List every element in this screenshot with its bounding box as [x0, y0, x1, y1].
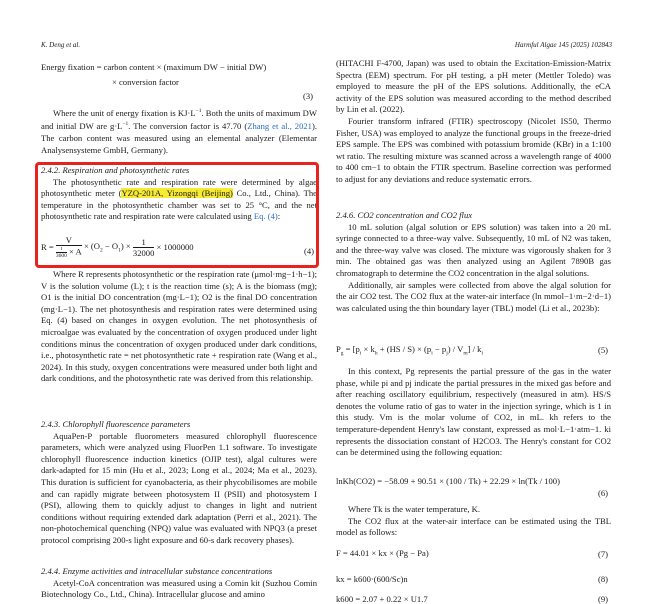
paragraph-co2-flux: The CO2 flux at the water-air interface can be estimated using the TBL model as follows: — [336, 515, 611, 538]
equation-3-number: (3) — [303, 91, 314, 101]
paragraph-air-samples: Additionally, air samples were collected from above the algal solution for the air CO2 test. The CO2 flux at the water-air interface (ln mmol−1·m−2·d−1) was calculated using the thin boundary layer (TBL) model (Li et al., 2023b): — [336, 279, 611, 313]
paragraph-water-temperature: Where Tk is the water temperature, K. — [348, 504, 481, 514]
section-2-4-2-heading: 2.4.2. Respiration and photosynthetic rates — [41, 165, 190, 175]
equation-5-number: (5) — [598, 345, 609, 355]
equation-7-number: (7) — [598, 549, 609, 559]
equation-7: F = 44.01 × kx × (Pg − Pa) — [336, 548, 429, 558]
equation-4-number: (4) — [304, 246, 315, 256]
equation-3-line1: Energy fixation = carbon content × (maximum DW − initial DW) — [41, 62, 267, 72]
equation-4: R = V $\frac{t}{3600}$ × A × $(O_2 - O_1)$ × $\frac{1}{32000}$ × 1000000 — [41, 235, 194, 259]
paragraph-rate-definitions: Where R represents photosynthetic or the respiration rate (μmol·mg−1·h−1); V is the solution volume (L); t is the reaction time (s); A is the biomass (mg); O1 is the initial DO concentration (mg·L−1); O2 is the final DO concentration (mg·L−1). The net photosynthesis and respiration rates were determined using Eq. (4) based on changes in oxygen evolution. The net photosynthesis of microalgae was evaluated by the concentration of oxygen produced under light conditions minus the concentration of oxygen produced under dark conditions, i.e., photosynthetic rate = net photosynthetic rate + respiration rate (Wang et al., 2024). In this study, oxygen concentrations were measured under both light and dark conditions, and the photosynthetic rate was derived from this relationship. — [41, 269, 317, 384]
paragraph-acetyl-coa: Acetyl-CoA concentration was measured using a Comin kit (Suzhou Comin Biotechnology Co., Ltd., China). Intracellular glucose and amino — [41, 577, 317, 600]
equation-6-number: (6) — [598, 488, 609, 498]
equation-6: lnKh(CO2) = −58.09 + 90.51 × (100 / Tk) + 22.29 × ln(Tk / 100) — [336, 476, 560, 486]
paragraph-energy-units: Where the unit of energy fixation is $KJ\cdot L^{-1}$. Both the units of maximum DW and initial DW are $g\cdot L^{-1}$. The conversion factor is 47.70 (Zhang et al., 2021). The carbon content was measured using an elemental analyzer (Elementar Analysensysteme GmbH, Germany). — [41, 107, 317, 155]
citation-zhang-2021[interactable]: Zhang et al., 2021 — [247, 121, 312, 132]
running-header-authors: K. Deng et al. — [41, 41, 81, 49]
equation-5: $P_g = [p_i \times k_h + (HS / S) \times (p_i - p_j) / V_m] / k_i$ — [336, 344, 483, 357]
section-2-4-6-heading: 2.4.6. CO2 concentration and CO2 flux — [336, 210, 473, 220]
paragraph-photosynthetic-meter: The photosynthetic rate and respiration rate were determined by algae photosynthetic meter (YZQ-201A, Yizongqi (Beijing) Co., Ltd., China). The temperature in the photosynthetic chamber was set to 25 °C, and the net photosynthetic rate and respiration rate were calculated using Eq. (4): — [41, 176, 317, 222]
equation-8-number: (8) — [598, 574, 609, 584]
equation-9-number: (9) — [598, 594, 609, 604]
section-2-4-3-heading: 2.4.3. Chlorophyll fluorescence parameters — [41, 419, 191, 429]
paragraph-ftir: Fourier transform infrared (FTIR) spectroscopy (Nicolet IS50, Thermo Fisher, USA) was employed to analyze the functional groups in the freeze-dried EPS sample. The EPS was combined with potassium bromide (KBr) in a 1:100 wt ratio. The resulting mixture was scanned across a wavelength range of 4000 to 400 cm−1 to obtain the FTIR spectrum. Baseline correction was performed to adjust for any deviations and reduce systematic errors. — [336, 115, 611, 184]
section-2-4-4 — [41, 566, 317, 601]
section-2-4-3 — [41, 419, 317, 547]
highlighted-instrument: YZQ-201A, Yizongqi (Beijing) — [121, 188, 233, 199]
paragraph-tbl-model — [336, 504, 611, 539]
citation-eq-4[interactable]: Eq. (4) — [253, 211, 278, 222]
equation-3-line2: × conversion factor — [112, 77, 179, 87]
paragraph-partial-pressure: In this context, Pg represents the partial pressure of the gas in the water phase, while pi and pj indicate the partial pressures in the mixed gas before and after reaching oscillatory equilibrium, respectively (measured in atm). HS/S denotes the volume ratio of gas to water in the injection syringe, which is 1 in this study. Vm is the molar volume of CO2, in mL. kh refers to the temperature-dependent Henry's law constant, expressed as mol·L−1·atm−1. ki represents the dissociation constant of H2CO3. The Henry's constant for CO2 can be determined using the following equation: — [336, 366, 611, 458]
section-2-4-6 — [336, 210, 611, 314]
section-2-4-4-heading: 2.4.4. Enzyme activities and intracellular substance concentrations — [41, 566, 273, 576]
running-header-journal: Harmful Algae 145 (2025) 102843 — [514, 41, 612, 49]
paragraph-eem-ph: (HITACHI F-4700, Japan) was used to obtain the Excitation-Emission-Matrix Spectra (EEM) spectrum. For pH testing, a pH meter (Mettler Toledo) was employed to measure the pH of the EPS solutions. Additionally, the eCA activity of the EPS solution was measured according to the method described by Lin et al. (2022). Fourier transform infrared (FTIR) spectroscopy (Nicolet IS50, Thermo Fisher, USA) was employed to analyze the functional groups in the freeze-dried EPS sample. The EPS was combined with potassium bromide (KBr) in a 1:100 wt ratio. The resulting mixture was scanned across a wavelength range of 4000 to 400 cm−1 to obtain the FTIR spectrum. Baseline correction was performed to adjust for any deviations and reduce systematic errors. — [336, 58, 611, 184]
paragraph-co2-sampling: 10 mL solution (algal solution or EPS solution) was taken into a 20 mL syringe connected to a three-way valve. Subsequently, 10 mL of N2 was taken, and the three-way valve was closed. The mixture was vigorously shaken for 3 min. The obtained gas was then analyzed using an Agilent 7890B gas chromatograph to determine the CO2 concentration in the algal solutions. — [336, 221, 611, 278]
equation-9: k600 = 2.07 + 0.22 × U1.7 — [336, 594, 428, 604]
paragraph-fluorescence: AquaPen-P portable fluorometers measured chlorophyll fluorescence parameters, which were analyzed using FluorPen 1.1 software. To investigate chlorophyll fluorescence induction kinetics (OJIP test), algal cultures were dark-adapted for 15 min (Hu et al., 2023; Long et al., 2024; Ma et al., 2023). This duration is sufficient for cyanobacteria, as their phycobilisomes are mobile and can rapidly migrate between photosystem II (PSII) and photosystem I (PSI), allowing them to quickly adjust to changes in light and nutrient conditions without requiring extended dark adaptation (Perri et al., 2021). The non-photochemical quenching (NPQ) value was evaluated with NPQ3 (a preset protocol comprising 200-s light exposure and 60-s dark recovery phases). — [41, 430, 317, 545]
equation-8: kx = k600·(600/Sc)n — [336, 574, 408, 584]
highlight-box — [35, 162, 319, 268]
